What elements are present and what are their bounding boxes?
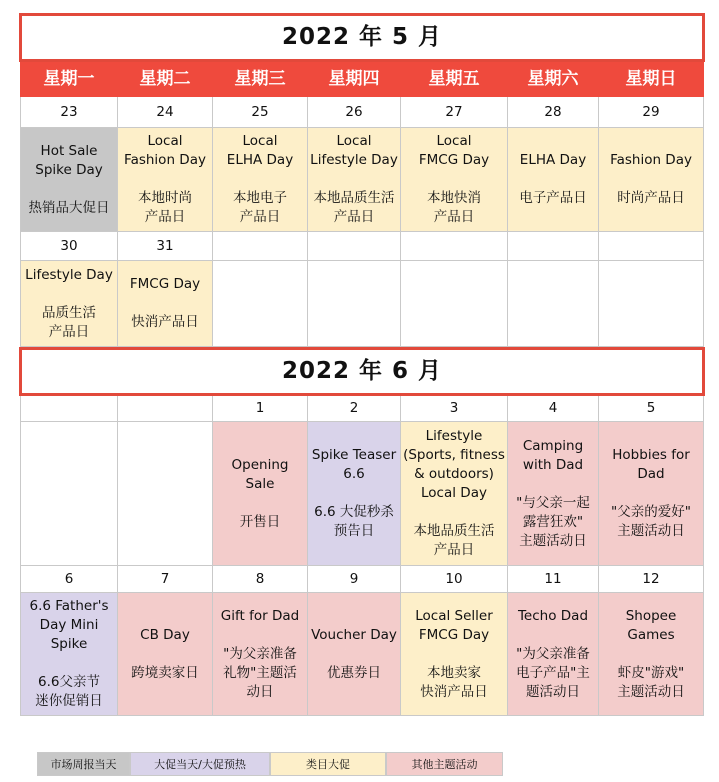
event-zh: "父亲的爱好" 主题活动日 [611, 504, 691, 539]
event-en: Local Lifestyle Day [310, 133, 398, 168]
event-cell [308, 422, 401, 566]
event-cell [508, 128, 599, 232]
event-cell [21, 593, 118, 716]
date-cell: 1 [213, 395, 308, 422]
date-cell: 23 [21, 97, 118, 128]
event-en: FMCG Day [129, 276, 201, 292]
weekday-thu: 星期四 [308, 61, 401, 97]
event-cell [308, 128, 401, 232]
event-en: Opening Sale [231, 456, 289, 492]
event-zh: 6.6 大促秒杀 预告日 [314, 504, 394, 539]
date-cell: 28 [508, 97, 599, 128]
event-cell [308, 593, 401, 716]
date-cell [213, 232, 308, 261]
date-cell [401, 232, 508, 261]
month-title: 2022 年 5 月 [21, 15, 704, 61]
event-cell [401, 261, 508, 347]
legend [37, 752, 503, 776]
event-cell [508, 422, 599, 566]
event-en: Techo Dad [517, 607, 589, 624]
event-cell [401, 422, 508, 566]
date-cell [508, 232, 599, 261]
event-cell [118, 261, 213, 347]
event-cell [599, 261, 704, 347]
date-cell [21, 395, 118, 422]
may-calendar [19, 13, 705, 347]
event-cell [213, 261, 308, 347]
event-en: Local ELHA Day [226, 133, 294, 168]
date-cell [308, 232, 401, 261]
event-cell [213, 593, 308, 716]
event-zh: 热销品大促日 [28, 199, 110, 216]
event-zh: 时尚产品日 [617, 190, 685, 206]
event-cell [21, 261, 118, 347]
event-en: Hobbies for Dad [612, 447, 690, 482]
date-cell: 7 [118, 566, 213, 593]
date-cell: 12 [599, 566, 704, 593]
event-cell [21, 422, 118, 566]
event-zh: 品质生活 产品日 [42, 304, 96, 340]
event-cell [118, 593, 213, 716]
event-zh: 本地时尚 产品日 [138, 190, 192, 225]
event-en: Local Seller FMCG Day [415, 607, 493, 643]
weekday-wed: 星期三 [213, 61, 308, 97]
event-en: Voucher Day [311, 626, 397, 643]
date-cell: 27 [401, 97, 508, 128]
event-cell [599, 128, 704, 232]
event-cell [118, 422, 213, 566]
event-zh: 电子产品日 [519, 190, 587, 206]
date-cell: 4 [508, 395, 599, 422]
event-cell [599, 593, 704, 716]
event-zh: 本地电子 产品日 [233, 190, 287, 225]
event-cell [118, 128, 213, 232]
weekday-tue: 星期二 [118, 61, 213, 97]
event-zh: 本地快消 产品日 [427, 190, 481, 225]
event-en: Local FMCG Day [418, 133, 490, 168]
legend-item-other-theme: 其他主题活动 [386, 752, 503, 776]
event-zh: "与父亲一起 露营狂欢" 主题活动日 [516, 494, 590, 549]
event-zh: 本地品质生活 产品日 [413, 523, 495, 558]
date-cell: 6 [21, 566, 118, 593]
event-zh: 本地品质生活 产品日 [313, 190, 395, 225]
date-cell: 5 [599, 395, 704, 422]
event-zh: "为父亲准备 礼物"主题活 动日 [223, 645, 297, 700]
month-title: 2022 年 6 月 [21, 349, 704, 395]
date-cell: 9 [308, 566, 401, 593]
event-zh: 跨境卖家日 [131, 664, 199, 681]
event-en: Gift for Dad [220, 607, 300, 624]
date-cell: 11 [508, 566, 599, 593]
event-zh: 优惠券日 [327, 664, 381, 681]
event-cell [401, 593, 508, 716]
event-cell [213, 128, 308, 232]
legend-item-mega-sale: 大促当天/大促预热 [130, 752, 270, 776]
date-cell: 25 [213, 97, 308, 128]
date-cell: 26 [308, 97, 401, 128]
event-cell [21, 128, 118, 232]
weekday-sat: 星期六 [508, 61, 599, 97]
event-zh: 虾皮"游戏" 主题活动日 [617, 664, 685, 700]
june-calendar [19, 347, 705, 716]
date-cell: 30 [21, 232, 118, 261]
event-en: CB Day [140, 626, 190, 643]
date-cell: 2 [308, 395, 401, 422]
date-cell: 29 [599, 97, 704, 128]
date-cell: 31 [118, 232, 213, 261]
event-zh: 本地卖家 快消产品日 [420, 664, 488, 700]
event-cell [401, 128, 508, 232]
date-cell: 10 [401, 566, 508, 593]
weekday-fri: 星期五 [401, 61, 508, 97]
weekday-sun: 星期日 [599, 61, 704, 97]
date-cell: 24 [118, 97, 213, 128]
event-zh: 6.6父亲节 迷你促销日 [35, 674, 103, 709]
weekday-mon: 星期一 [21, 61, 118, 97]
event-zh: "为父亲准备 电子产品"主 题活动日 [516, 645, 590, 700]
event-cell [508, 593, 599, 716]
event-cell [599, 422, 704, 566]
legend-item-weekly-report: 市场周报当天 [37, 752, 130, 776]
event-en: Shopee Games [625, 607, 677, 643]
event-zh: 开售日 [239, 513, 281, 530]
event-cell [213, 422, 308, 566]
event-zh: 快消产品日 [131, 314, 199, 330]
event-en: Fashion Day [610, 152, 692, 168]
event-en: Local Fashion Day [124, 133, 206, 168]
event-cell [308, 261, 401, 347]
event-en: Spike Teaser 6.6 [311, 447, 397, 482]
event-cell [508, 261, 599, 347]
event-en: ELHA Day [519, 152, 587, 168]
event-en: 6.6 Father's Day Mini Spike [29, 598, 109, 652]
date-cell: 3 [401, 395, 508, 422]
date-cell [118, 395, 213, 422]
legend-item-category-sale: 类目大促 [270, 752, 386, 776]
event-en: Lifestyle (Sports, fitness & outdoors) Local Day [403, 428, 505, 501]
event-en: Hot Sale Spike Day [35, 142, 103, 178]
date-cell [599, 232, 704, 261]
date-cell: 8 [213, 566, 308, 593]
event-en: Lifestyle Day [25, 266, 113, 283]
event-en: Camping with Dad [522, 437, 584, 473]
